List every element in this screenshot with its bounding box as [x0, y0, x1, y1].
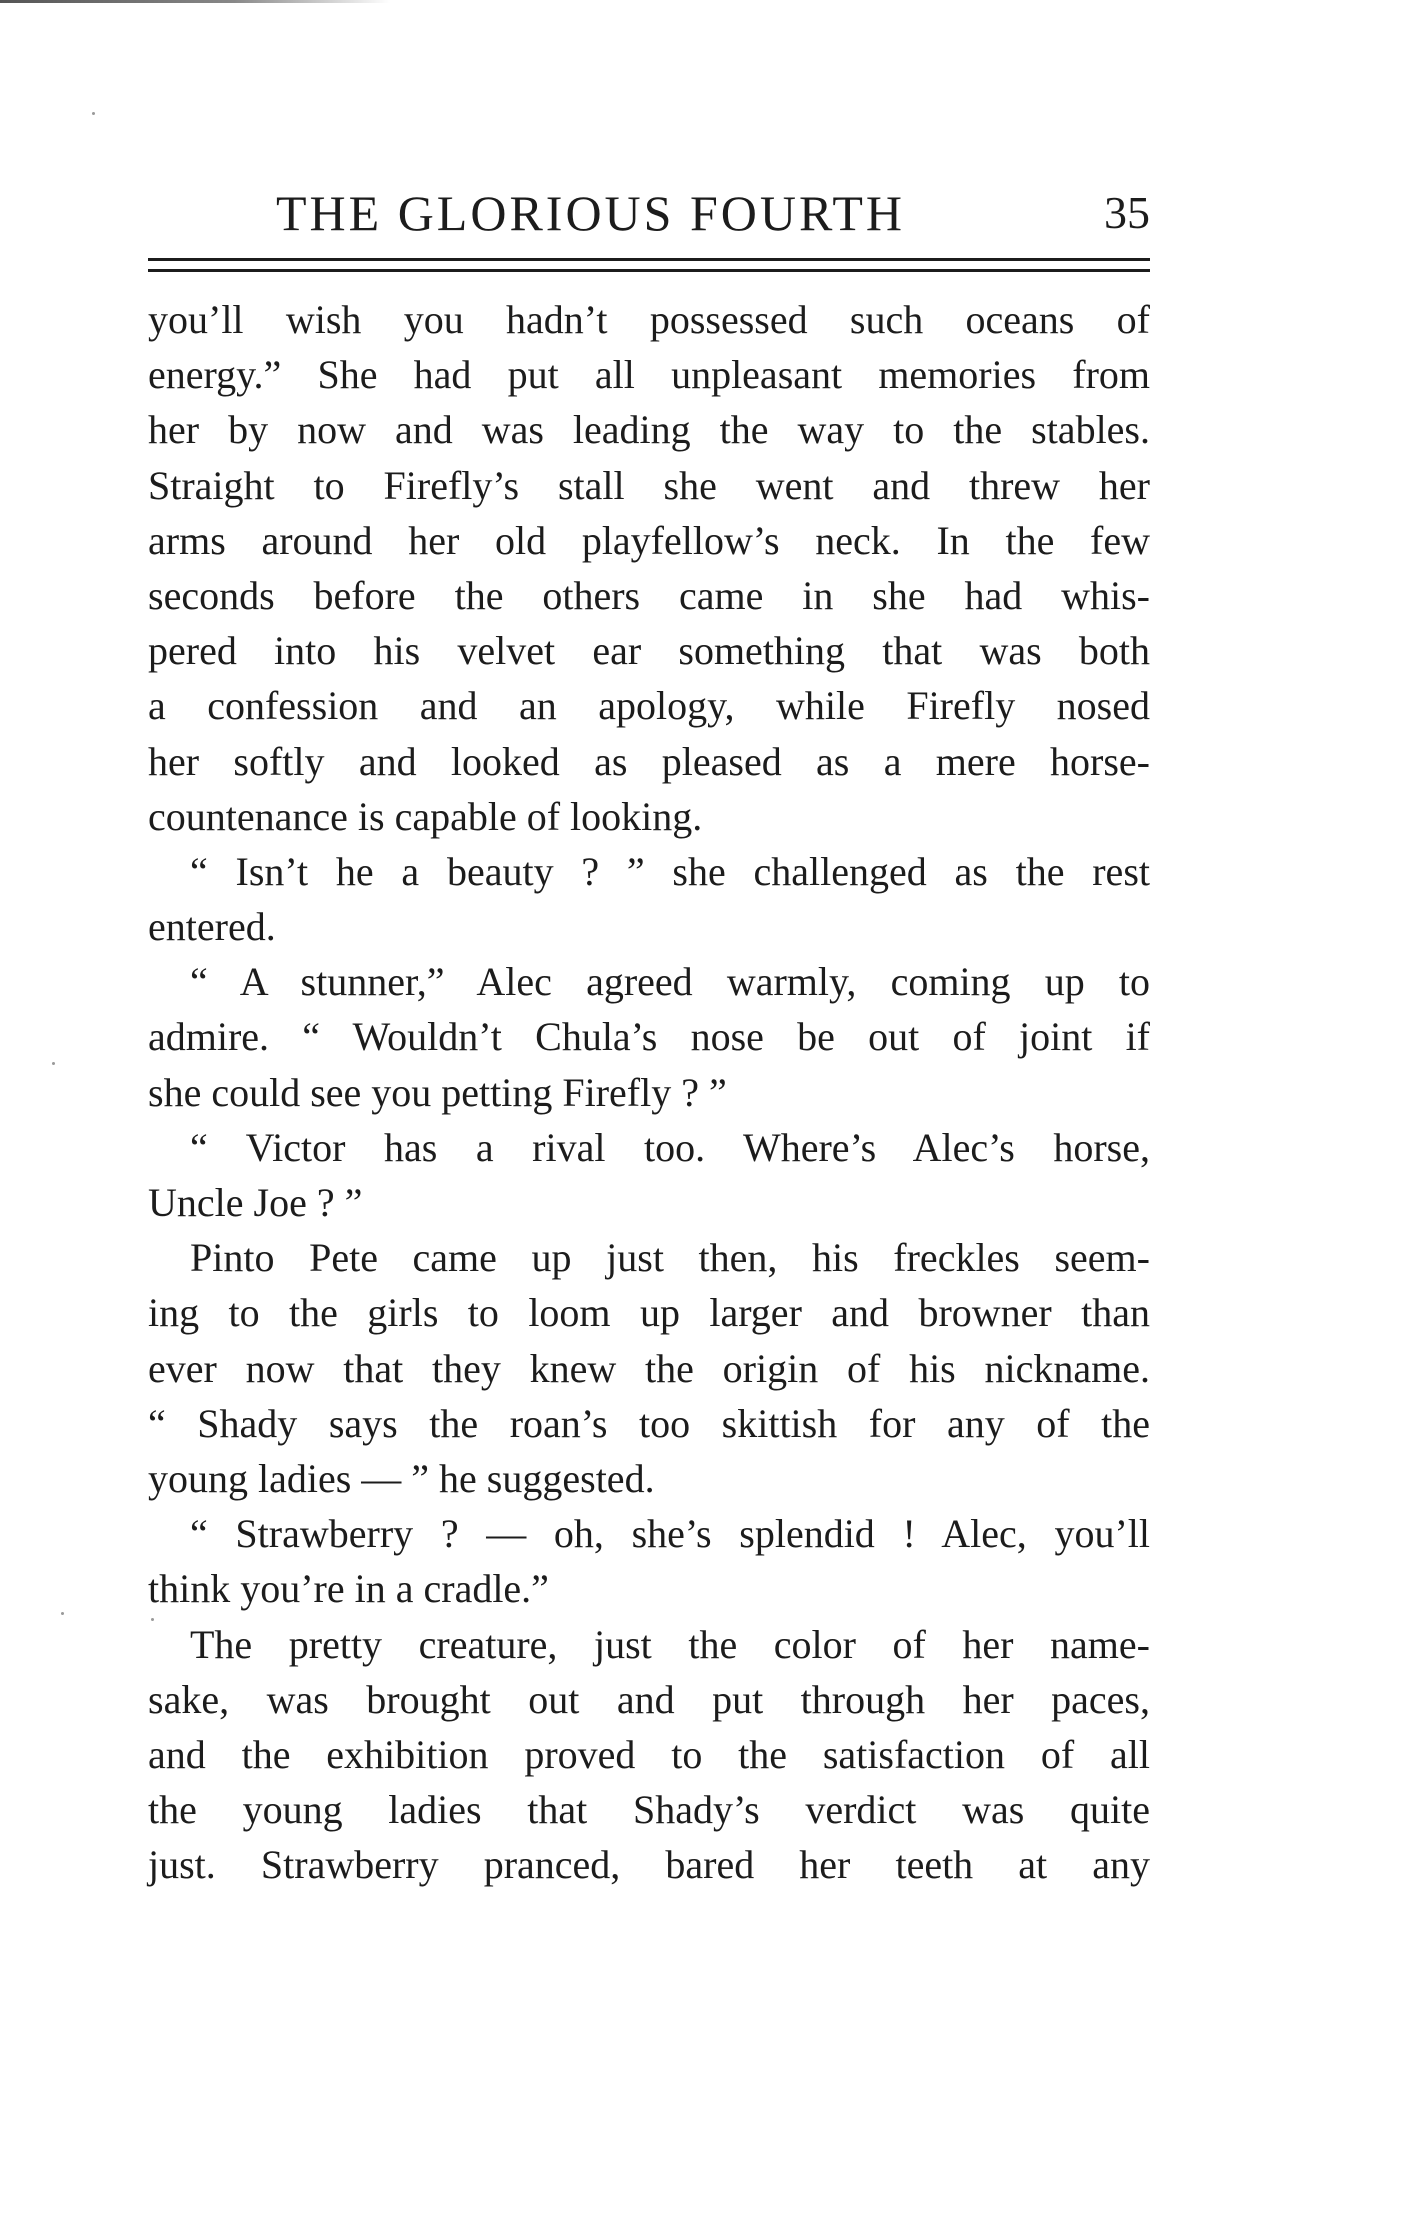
- text-line: “ Isn’t he a beauty ? ” she challenged as the rest: [190, 848, 1150, 894]
- text-line: energy.” She had put all unpleasant memories from: [148, 352, 1150, 398]
- text-line: a confession and an apology, while Firefly nosed: [148, 683, 1150, 729]
- paper-speck: [52, 1062, 55, 1065]
- text-line: Straight to Firefly’s stall she went and threw her: [148, 462, 1150, 508]
- header-double-rule: [148, 258, 1150, 272]
- text-line: ever now that they knew the origin of his nickname.: [148, 1345, 1150, 1391]
- text-line: she could see you petting Firefly ? ”: [148, 1069, 727, 1115]
- text-line: Pinto Pete came up just then, his freckles seem-: [190, 1235, 1150, 1281]
- text-line: arms around her old playfellow’s neck. In the few: [148, 517, 1150, 563]
- text-line: her softly and looked as pleased as a mere horse-: [148, 738, 1150, 784]
- body-text: [148, 292, 1150, 1892]
- paper-speck: [61, 1612, 64, 1615]
- text-line: think you’re in a cradle.”: [148, 1566, 549, 1612]
- text-line: ing to the girls to loom up larger and browner than: [148, 1290, 1150, 1336]
- page-edge-mark: [0, 0, 390, 3]
- text-line: just. Strawberry pranced, bared her teeth at any: [148, 1842, 1150, 1888]
- text-line: pered into his velvet ear something that was both: [148, 628, 1150, 674]
- text-line: “ Strawberry ? — oh, she’s splendid ! Alec, you’ll: [190, 1511, 1150, 1557]
- running-title: THE GLORIOUS FOURTH: [276, 185, 905, 241]
- text-line: countenance is capable of looking.: [148, 793, 703, 839]
- text-line: “ A stunner,” Alec agreed warmly, coming up to: [190, 959, 1150, 1005]
- text-line: “ Shady says the roan’s too skittish for any of the: [148, 1400, 1150, 1446]
- text-line: admire. “ Wouldn’t Chula’s nose be out of joint if: [148, 1014, 1150, 1060]
- text-line: the young ladies that Shady’s verdict was quite: [148, 1787, 1150, 1833]
- text-line: young ladies — ” he suggested.: [148, 1455, 655, 1501]
- paper-speck: [151, 1618, 154, 1621]
- text-line: Uncle Joe ? ”: [148, 1180, 363, 1225]
- running-header: [148, 182, 1150, 244]
- paper-speck: [92, 112, 95, 115]
- text-line: you’ll wish you hadn’t possessed such oceans of: [148, 297, 1150, 342]
- text-line: “ Victor has a rival too. Where’s Alec’s horse,: [190, 1124, 1150, 1170]
- text-line: and the exhibition proved to the satisfaction of all: [148, 1731, 1150, 1777]
- text-line: The pretty creature, just the color of her name-: [190, 1621, 1150, 1667]
- text-line: seconds before the others came in she had whis-: [148, 572, 1150, 618]
- page-number: 35: [1104, 187, 1150, 238]
- text-line: her by now and was leading the way to the stables.: [148, 407, 1150, 453]
- text-line: entered.: [148, 904, 276, 950]
- text-line: sake, was brought out and put through her paces,: [148, 1676, 1150, 1722]
